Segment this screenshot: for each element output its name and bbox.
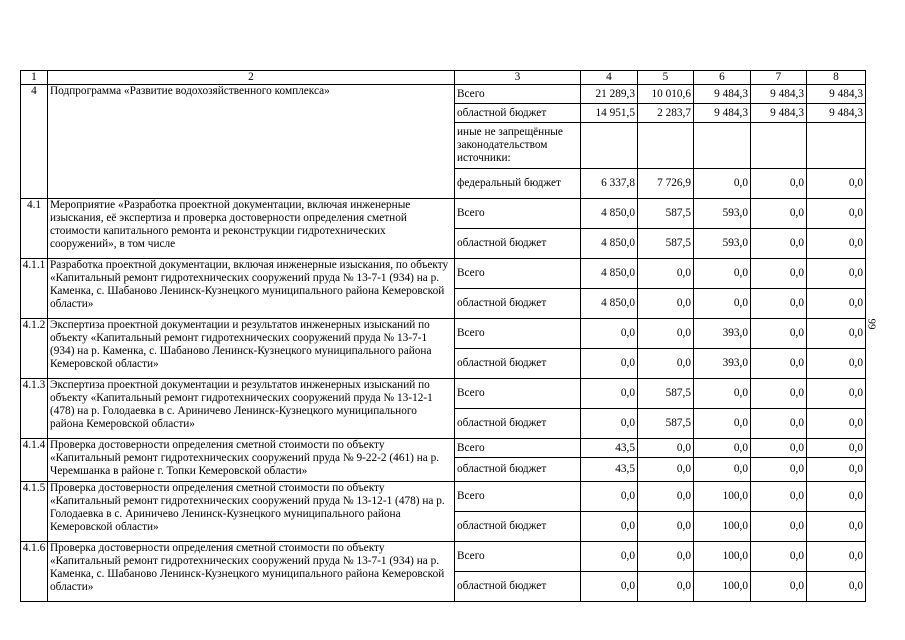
value-cell: 0,0 [638,512,694,542]
value-cell: 0,0 [807,169,866,199]
funding-source: Всего [455,439,581,458]
row-code: 4.1.5 [21,482,48,542]
value-cell: 2 283,7 [638,104,694,123]
value-cell: 393,0 [694,319,751,349]
table-row [21,439,866,458]
value-cell: 0,0 [581,542,638,572]
value-cell: 0,0 [694,439,751,458]
value-cell: 0,0 [807,259,866,289]
table-row [21,199,866,229]
value-cell: 0,0 [694,458,751,482]
value-cell: 0,0 [581,512,638,542]
funding-source: областной бюджет [455,572,581,602]
funding-source: Всего [455,482,581,512]
funding-source: областной бюджет [455,104,581,123]
value-cell: 43,5 [581,458,638,482]
value-cell: 0,0 [694,289,751,319]
value-cell: 0,0 [807,458,866,482]
header-cell: 5 [638,71,694,85]
value-cell: 9 484,3 [807,104,866,123]
row-code: 4.1.6 [21,542,48,602]
value-cell: 0,0 [751,482,807,512]
funding-source: федеральный бюджет [455,169,581,199]
value-cell [694,123,751,169]
value-cell: 0,0 [807,199,866,229]
value-cell: 7 726,9 [638,169,694,199]
row-code: 4.1.4 [21,439,48,482]
funding-source: Всего [455,199,581,229]
value-cell: 593,0 [694,229,751,259]
value-cell: 0,0 [581,572,638,602]
value-cell: 4 850,0 [581,229,638,259]
table-row [21,482,866,512]
value-cell: 0,0 [807,379,866,409]
table-row [21,259,866,289]
value-cell: 0,0 [751,512,807,542]
row-name: Проверка достоверности определения сметной стоимости по объекту «Капитальный ремонт гидротехнических сооружений пруда № 9-22-2 (461) на р. Черемшанка в районе г. Топки Кемеровской области» [48,439,455,482]
value-cell: 100,0 [694,482,751,512]
header-cell: 8 [807,71,866,85]
value-cell: 0,0 [807,572,866,602]
value-cell: 6 337,8 [581,169,638,199]
value-cell: 0,0 [751,199,807,229]
table-row [21,85,866,104]
row-name: Разработка проектной документации, включая инженерные изыскания, по объекту «Капитальный ремонт гидротехнических сооружений пруда № 13-7-1 (934) на р. Каменка, с. Шабаново Ленинск-Кузнецкого муниципального района Кемеровской области» [48,259,455,319]
value-cell: 9 484,3 [694,104,751,123]
row-name: Проверка достоверности определения сметной стоимости по объекту «Капитальный ремонт гидротехнических сооружений пруда № 13-7-1 (934) на р. Каменка, с. Шабаново Ленинск-Кузнецкого муниципального района Кемеровской области» [48,542,455,602]
budget-table [20,70,866,602]
value-cell: 0,0 [638,289,694,319]
value-cell: 14 951,5 [581,104,638,123]
value-cell: 0,0 [751,572,807,602]
value-cell: 100,0 [694,572,751,602]
value-cell: 0,0 [638,542,694,572]
row-code: 4.1 [21,199,48,259]
value-cell [581,123,638,169]
header-row [21,71,866,85]
value-cell: 0,0 [751,349,807,379]
funding-source: областной бюджет [455,512,581,542]
value-cell: 0,0 [807,512,866,542]
value-cell: 587,5 [638,379,694,409]
row-name: Экспертиза проектной документации и результатов инженерных изысканий по объекту «Капитальный ремонт гидротехнических сооружений пруда № 13-7-1 (934) на р. Каменка, с. Шабаново Ленинск-Кузнецкого муниципального района Кемеровской области» [48,319,455,379]
header-cell: 3 [455,71,581,85]
value-cell: 0,0 [638,439,694,458]
funding-source: областной бюджет [455,458,581,482]
value-cell: 0,0 [751,439,807,458]
value-cell: 0,0 [751,289,807,319]
value-cell: 0,0 [581,409,638,439]
value-cell: 0,0 [807,349,866,379]
value-cell: 0,0 [581,482,638,512]
value-cell: 0,0 [581,379,638,409]
value-cell: 0,0 [638,572,694,602]
row-name: Экспертиза проектной документации и результатов инженерных изысканий по объекту «Капитальный ремонт гидротехнических сооружений пруда № 13-12-1 (478) на р. Голодаевка в с. Ариничево Ленинск-Кузнецкого муниципального района Кемеровской области» [48,379,455,439]
row-name: Проверка достоверности определения сметной стоимости по объекту «Капитальный ремонт гидротехнических сооружений пруда № 13-12-1 (478) на р. Голодаевка в с. Ариничево Ленинск-Кузнецкого муниципального района Кемеровской области» [48,482,455,542]
value-cell: 0,0 [751,229,807,259]
row-code: 4.1.2 [21,319,48,379]
value-cell: 0,0 [807,542,866,572]
value-cell: 100,0 [694,542,751,572]
funding-source: Всего [455,319,581,349]
funding-source: Всего [455,379,581,409]
value-cell: 393,0 [694,349,751,379]
row-name: Мероприятие «Разработка проектной документации, включая инженерные изыскания, её экспертиза и проверка достоверности определения сметной стоимости капитального ремонта и реконструкции гидротехнических сооружений», в том числе [48,199,455,259]
funding-source: Всего [455,259,581,289]
table-row [21,542,866,572]
value-cell: 9 484,3 [694,85,751,104]
value-cell: 587,5 [638,409,694,439]
row-code: 4 [21,85,48,199]
funding-source: областной бюджет [455,229,581,259]
value-cell: 0,0 [807,289,866,319]
header-cell: 1 [21,71,48,85]
value-cell: 0,0 [751,169,807,199]
value-cell: 0,0 [807,319,866,349]
table-row [21,319,866,349]
header-cell: 2 [48,71,455,85]
value-cell: 100,0 [694,512,751,542]
funding-source: Всего [455,542,581,572]
value-cell: 0,0 [638,319,694,349]
funding-source: иные не запрещённые законодательством источники: [455,123,581,169]
row-name: Подпрограмма «Развитие водохозяйственного комплекса» [48,85,455,199]
funding-source: областной бюджет [455,289,581,319]
header-cell: 7 [751,71,807,85]
header-cell: 6 [694,71,751,85]
value-cell: 0,0 [638,458,694,482]
value-cell [807,123,866,169]
value-cell: 0,0 [807,229,866,259]
value-cell: 0,0 [638,482,694,512]
value-cell: 0,0 [807,439,866,458]
value-cell: 10 010,6 [638,85,694,104]
value-cell: 0,0 [581,349,638,379]
value-cell [638,123,694,169]
table-row [21,379,866,409]
value-cell: 0,0 [751,319,807,349]
table-body [21,71,866,602]
value-cell: 0,0 [807,409,866,439]
value-cell: 0,0 [638,349,694,379]
value-cell: 0,0 [751,542,807,572]
value-cell: 9 484,3 [807,85,866,104]
value-cell: 0,0 [638,259,694,289]
value-cell: 0,0 [694,379,751,409]
value-cell: 21 289,3 [581,85,638,104]
row-code: 4.1.1 [21,259,48,319]
header-cell: 4 [581,71,638,85]
value-cell: 0,0 [694,169,751,199]
page-number: 99 [865,318,878,330]
value-cell: 587,5 [638,199,694,229]
value-cell: 43,5 [581,439,638,458]
funding-source: Всего [455,85,581,104]
value-cell: 0,0 [751,458,807,482]
value-cell: 4 850,0 [581,199,638,229]
value-cell: 593,0 [694,199,751,229]
value-cell: 0,0 [694,259,751,289]
value-cell: 0,0 [694,409,751,439]
value-cell: 9 484,3 [751,104,807,123]
value-cell: 0,0 [751,259,807,289]
value-cell: 0,0 [581,319,638,349]
value-cell [751,123,807,169]
row-code: 4.1.3 [21,379,48,439]
funding-source: областной бюджет [455,409,581,439]
value-cell: 4 850,0 [581,259,638,289]
value-cell: 9 484,3 [751,85,807,104]
value-cell: 4 850,0 [581,289,638,319]
value-cell: 0,0 [751,379,807,409]
value-cell: 0,0 [807,482,866,512]
funding-source: областной бюджет [455,349,581,379]
value-cell: 587,5 [638,229,694,259]
value-cell: 0,0 [751,409,807,439]
